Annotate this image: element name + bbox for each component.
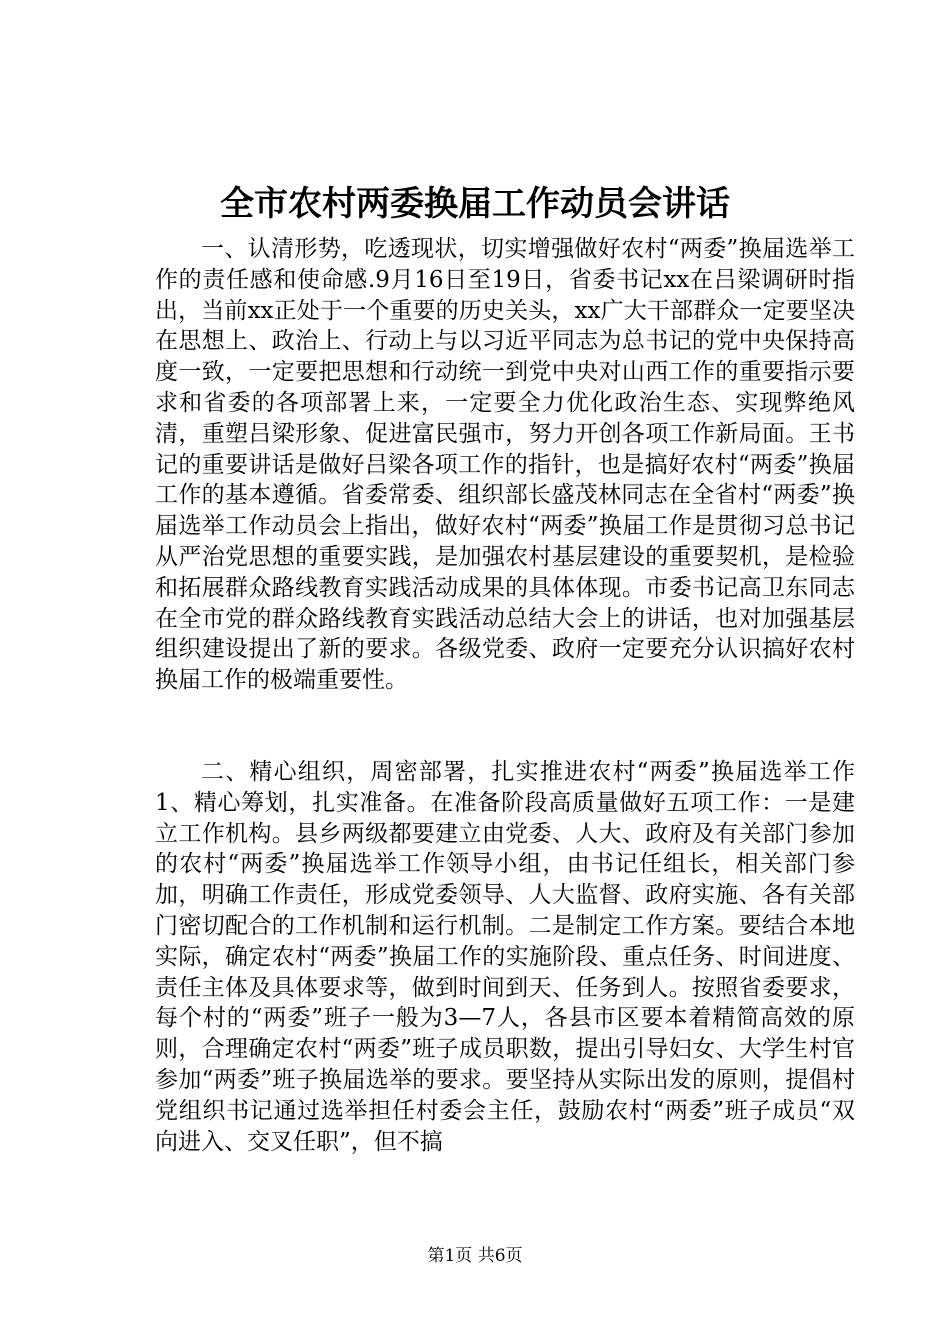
body-paragraph-2: 二、精心组织，周密部署，扎实推进农村“两委”换届选举工作1、精心筹划，扎实准备。在准备阶段高质量做好五项工作：一是建立工作机构。县乡两级都要建立由党委、人大、政府及有关部门参加的农村“两委”换届选举工作领导小组，由书记任组长，相关部门参加，明确工作责任，形成党委领导、人大监督、政府实施、各有关部门密切配合的工作机制和运行机制。二是制定工作方案。要结合本地实际，确定农村“两委”换届工作的实施阶段、重点任务、时间进度、责任主体及具体要求等，做到时间到天、任务到人。按照省委要求，每个村的“两委”班子一般为3—7人，各县市区要本着精简高效的原则，合理确定农村“两委”班子成员职数，提出引导妇女、大学生村官参加“两委”班子换届选举的要求。要坚持从实际出发的原则，提倡村党组织书记通过选举担任村委会主任，鼓励农村“两委”班子成员“双向进入、交叉任职”，但不搞 [155, 759, 855, 1155]
body-paragraph-1: 一、认清形势，吃透现状，切实增强做好农村“两委”换届选举工作的责任感和使命感.9月16日至19日，省委书记xx在吕梁调研时指出，当前xx正处于一个重要的历史关头，xx广大干部群众一定要坚决在思想上、政治上、行动上与以习近平同志为总书记的党中央保持高度一致，一定要把思想和行动统一到党中央对山西工作的重要指示要求和省委的各项部署上来，一定要全力优化政治生态、实现弊绝风清，重塑吕梁形象、促进富民强市，努力开创各项工作新局面。王书记的重要讲话是做好吕梁各项工作的指针，也是搞好农村“两委”换届工作的基本遵循。省委常委、组织部长盛茂林同志在全省村“两委”换届选举工作动员会上指出，做好农村“两委”换届工作是贯彻习总书记从严治党思想的重要实践，是加强农村基层建设的重要契机，是检验和拓展群众路线教育实践活动成果的具体体现。市委书记高卫东同志在全市党的群众路线教育实践活动总结大会上的讲话，也对加强基层组织建设提出了新的要求。各级党委、政府一定要充分认识搞好农村换届工作的极端重要性。 [155, 236, 855, 694]
document-title: 全市农村两委换届工作动员会讲话 [220, 184, 730, 224]
page-footer: 第1页 共6页 [427, 1246, 523, 1266]
